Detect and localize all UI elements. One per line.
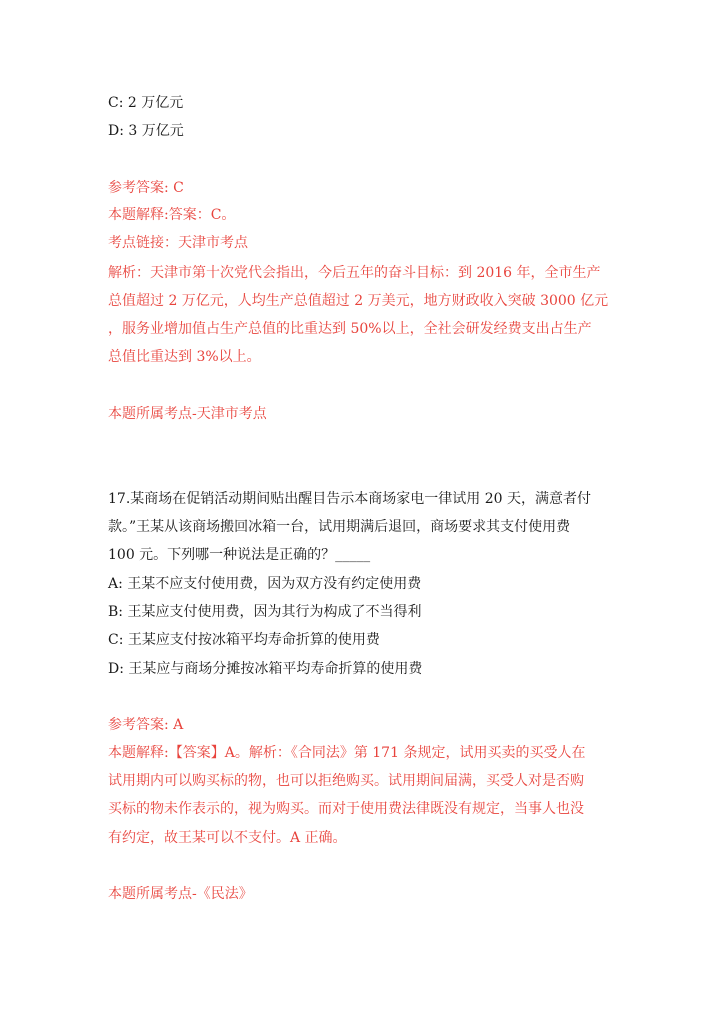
q17-explanation-line: 有约定，故王某可以不支付。A 正确。 [108, 830, 347, 846]
q16-analysis-line: 总值比重达到 3%以上。 [108, 349, 261, 365]
q17-option-d: D: 王某应与商场分摊按冰箱平均寿命折算的使用费 [108, 661, 423, 677]
q16-analysis-line: ，服务业增加值占生产总值的比重达到 50%以上，全社会研发经费支出占生产 [108, 321, 592, 337]
q17-category: 本题所属考点-《民法》 [108, 886, 253, 902]
q16-category: 本题所属考点-天津市考点 [108, 406, 267, 422]
q17-option-c: C: 王某应支付按冰箱平均寿命折算的使用费 [108, 632, 380, 648]
q17-explanation-line: 本题解释:【答案】A。解析：《合同法》第 171 条规定，试用买卖的买受人在 [108, 745, 586, 761]
q17-explanation-line: 试用期内可以购买标的物，也可以拒绝购买。试用期间届满，买受人对是否购 [108, 773, 584, 789]
q17-question-line: 17.某商场在促销活动期间贴出醒目告示本商场家电一律试用 20 天，满意者付 [108, 491, 591, 507]
q16-option-c: C: 2 万亿元 [108, 95, 184, 111]
q17-option-a: A: 王某不应支付使用费，因为双方没有约定使用费 [108, 576, 422, 592]
q16-analysis-line: 解析：天津市第十次党代会指出，今后五年的奋斗目标：到 2016 年，全市生产 [108, 265, 601, 281]
q16-analysis-line: 总值超过 2 万亿元，人均生产总值超过 2 万美元，地方财政收入突破 3000 亿元 [108, 293, 609, 309]
q17-explanation-line: 买标的物未作表示的，视为购买。而对于使用费法律既没有规定，当事人也没 [108, 801, 584, 817]
q16-answer: 参考答案: C [108, 180, 184, 196]
q16-topic-link: 考点链接：天津市考点 [108, 235, 248, 251]
q16-explanation: 本题解释:答案：C。 [108, 207, 236, 223]
q17-option-b: B: 王某应支付使用费，因为其行为构成了不当得利 [108, 604, 422, 620]
q17-question-line: 款。”王某从该商场搬回冰箱一台，试用期满后退回，商场要求其支付使用费 [108, 519, 571, 535]
q16-option-d: D: 3 万亿元 [108, 123, 184, 139]
q17-answer: 参考答案: A [108, 717, 184, 733]
q17-question-line: 100 元。下列哪一种说法是正确的？_____ [108, 547, 371, 563]
